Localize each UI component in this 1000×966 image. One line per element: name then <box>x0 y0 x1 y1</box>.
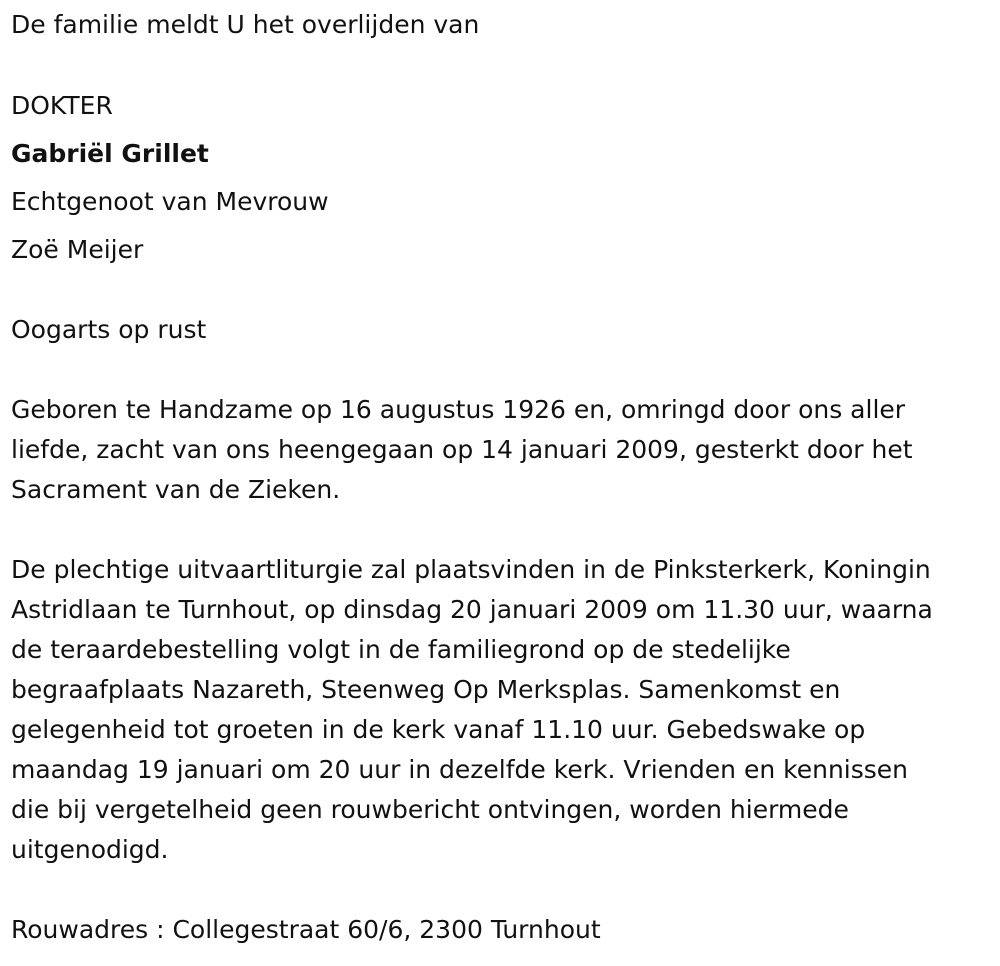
mourning-address: Rouwadres : Collegestraat 60/6, 2300 Turnhout <box>11 915 601 944</box>
title-prefix: DOKTER <box>11 91 113 120</box>
funeral-line: die bij vergetelheid geen rouwbericht ontvingen, worden hiermede <box>11 795 849 824</box>
birth-line: Geboren te Handzame op 16 augustus 1926 en, omringd door ons aller <box>11 395 906 424</box>
spouse-name: Zoë Meijer <box>11 235 144 264</box>
funeral-line: maandag 19 januari om 20 uur in dezelfde kerk. Vrienden en kennissen <box>11 755 909 784</box>
funeral-paragraph <box>11 550 933 870</box>
funeral-line: gelegenheid tot groeten in de kerk vanaf 11.10 uur. Gebedswake op <box>11 715 866 744</box>
spouse-line: Echtgenoot van Mevrouw <box>11 187 329 216</box>
birth-paragraph <box>11 390 913 510</box>
funeral-line: uitgenodigd. <box>11 835 169 864</box>
birth-line: Sacrament van de Zieken. <box>11 475 341 504</box>
funeral-line: De plechtige uitvaartliturgie zal plaatsvinden in de Pinksterkerk, Koningin <box>11 555 931 584</box>
birth-line: liefde, zacht van ons heengegaan op 14 januari 2009, gesterkt door het <box>11 435 913 464</box>
intro-text: De familie meldt U het overlijden van <box>11 10 480 39</box>
funeral-line: Astridlaan te Turnhout, op dinsdag 20 januari 2009 om 11.30 uur, waarna <box>11 595 933 624</box>
funeral-line: begraafplaats Nazareth, Steenweg Op Merksplas. Samenkomst en <box>11 675 841 704</box>
deceased-name: Gabriël Grillet <box>11 139 209 168</box>
profession-text: Oogarts op rust <box>11 315 207 344</box>
funeral-line: de teraardebestelling volgt in de familiegrond op de stedelijke <box>11 635 791 664</box>
